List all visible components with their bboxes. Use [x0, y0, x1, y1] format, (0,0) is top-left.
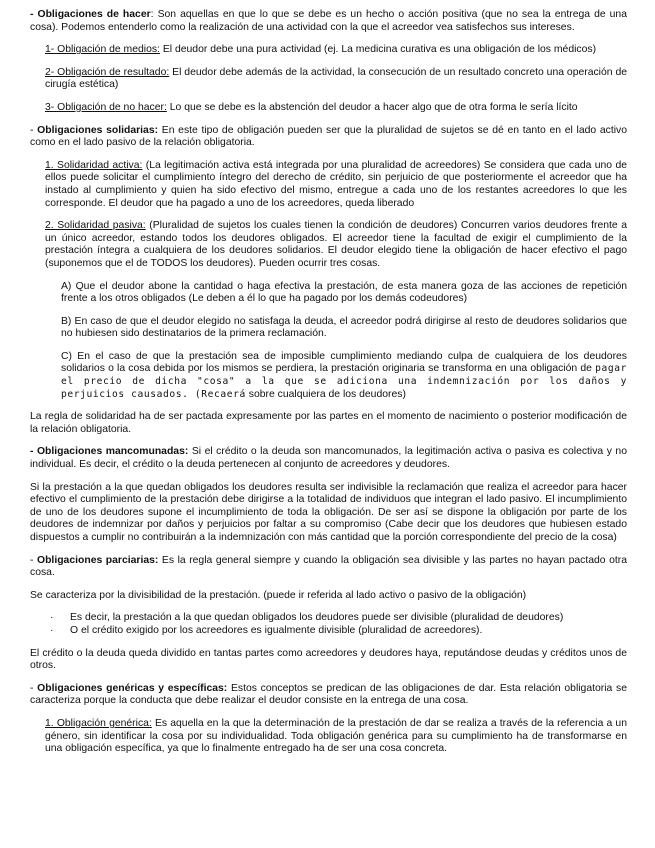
caso-c-part2: pagar el precio de dicha "cosa" a la que se adiciona una indemnización por los daños y perjuicios causados. (Recaerá [61, 363, 627, 400]
prestacion-indivisible: Si la prestación a la que quedan obligados los deudores resulta ser indivisible la reclamación que realiza el acreedor para hacer efectivo el cumplimiento de la prestación debe dirigirse a la totalidad de individuos que integran el lado pasivo. El incumplimiento de uno de los deudores supone el incumplimiento de toda la obligación. De ser así se dispone la obligación por parte de los deudores de indemnizar por daños y perjuicios por faltar a su compromiso (Cabe decir que los deudores que hubiesen estado dispuestos a cumplir no contribuirán a la indemnización con más cantidad que la porción correspondiente del precio de la cosa) [30, 481, 627, 543]
obligaciones-parciarias-text: Es la regla general siempre y cuando la obligación sea divisible y las partes no hayan pactado otra cosa. [30, 554, 627, 579]
credito-dividido: El crédito o la deuda queda dividido en tantas partes como acreedores y deudores haya, reputándose deudas y créditos unos de otros. [30, 647, 627, 672]
obligacion-generica-label: 1. Obligación genérica: [45, 717, 152, 729]
solidaridad-activa [45, 160, 627, 210]
solidaridad-pasiva-text: (Pluralidad de sujetos los cuales tienen la condición de deudores) Concurren varios deudores frente a un único acreedor, estando todos los deudores obligados. El acreedor tiene la facultad de exigir el cumplimiento de la prestación íntegra a cualquiera de los deudores solidarios. El deudor elegido tiene la obligación de hacer efectivo el pago (suponemos que el de TODOS los deudores). Pueden ocurrir tres cosas. [45, 220, 627, 269]
caso-c [61, 351, 627, 401]
obligaciones-solidarias-intro [30, 125, 627, 150]
solidaridad-pasiva-label: 2. Solidaridad pasiva: [45, 220, 146, 232]
obligacion-resultado-text: El deudor debe además de la actividad, la consecución de un resultado concreto una operación de cirugía estética) [45, 66, 628, 91]
obligacion-medios-text: El deudor debe una pura actividad (ej. La medicina curativa es una obligación de los médicos) [159, 44, 597, 56]
caso-c-part1: C) En el caso de que la prestación sea de imposible cumplimiento mediando culpa de cualquiera de los deudores solidarios o la cosa debida por los mismos se perdiera, la prestación originaria se transforma en una obligación de [61, 350, 627, 375]
divisibilidad-caracteriza: Se caracteriza por la divisibilidad de la prestación. (puede ir referida al lado activo o pasivo de la obligación) [30, 589, 527, 601]
obligaciones-genericas-text: Estos conceptos se predican de las obligaciones de dar. Esta relación obligatoria se caracteriza porque la conducta que debe realizar el deudor consiste en la entrega de una cosa. [30, 682, 627, 707]
solidaridad-activa-label: 1. Solidaridad activa: [45, 159, 143, 171]
regla-solidaridad: La regla de solidaridad ha de ser pactada expresamente por las partes en el momento de nacimiento o posterior modificación de la relación obligatoria. [30, 411, 627, 435]
divisibilidad-list [30, 612, 627, 637]
list-item: · Es decir, la prestación a la que quedan obligados los deudores puede ser divisible (pluralidad de deudores) [50, 612, 627, 625]
prefix-dash: - [30, 682, 38, 694]
obligacion-resultado [45, 67, 627, 92]
obligaciones-mancomunadas-heading: - Obligaciones mancomunadas: [30, 446, 189, 458]
obligaciones-hacer-heading: - Obligaciones de hacer [30, 9, 151, 20]
solidaridad-pasiva [45, 220, 627, 270]
list-item: · O el crédito exigido por los acreedores es igualmente divisible (pluralidad de acreedores). [50, 625, 627, 638]
obligacion-medios-label: 1- Obligación de medios: [45, 44, 160, 56]
obligaciones-parciarias-intro [30, 555, 627, 580]
obligaciones-solidarias-heading: Obligaciones solidarias: [37, 124, 159, 136]
obligacion-resultado-label: 2- Obligación de resultado: [45, 66, 170, 78]
obligaciones-mancomunadas-intro [30, 446, 627, 471]
obligaciones-solidarias-text: En este tipo de obligación pueden ser que la pluralidad de sujetos se dé en tanto en el lado activo como en el lado pasivo de la relación obligatoria. [30, 124, 627, 149]
caso-a: A) Que el deudor abone la cantidad o haga efectiva la prestación, de esta manera goza de las acciones de repetición frente a los otros obligados (Le deben a él lo que ha pagado por los demás codeudores) [61, 280, 627, 305]
obligacion-generica-text: Es aquella en la que la determinación de la prestación de dar se realiza a través de la referencia a un género, sin identificar la cosa por su individualidad. Toda obligación genérica para su cumplimiento ha de transformarse en una obligación específica, ya que lo finalmente entregado ha de ser una cosa concreta. [45, 717, 627, 755]
obligacion-no-hacer-label: 3- Obligación de no hacer: [45, 101, 167, 113]
obligacion-no-hacer-text: Lo que se debe es la abstención del deudor a hacer algo que de otra forma le sería lícito [166, 101, 578, 113]
obligacion-medios [45, 44, 627, 57]
obligacion-generica [45, 718, 627, 756]
caso-b: B) En caso de que el deudor elegido no satisfaga la deuda, el acreedor podrá dirigirse al resto de deudores solidarios que no hubiesen sido destinatarios de la primera reclamación. [61, 315, 627, 340]
obligaciones-genericas-heading: Obligaciones genéricas y específicas: [37, 682, 228, 694]
solidaridad-activa-text: (La legitimación activa está integrada por una pluralidad de acreedores) Se considera que cada uno de ellos puede solicitar el cumplimiento íntegro del derecho de crédito, sin perjuicio de que posteriormente el acreedor que ha instado al cumplimiento y quien ha sido efectivo del mismo, entregue a cada uno de los restantes acreedores lo que les corresponde. El deudor que ha pagado a uno de los acreedores, queda liberado [45, 159, 628, 209]
obligaciones-parciarias-heading: Obligaciones parciarias: [37, 554, 159, 566]
obligaciones-hacer-text: : Son aquellas en que lo que se debe es un hecho o acción positiva (que no sea la entrega de una cosa). Podemos entenderlo como la realización de una actividad con la que el acreedor vea satisfechos sus intereses. [30, 9, 627, 33]
prefix-dash: - [30, 124, 38, 136]
prefix-dash: - [30, 554, 37, 566]
obligaciones-hacer-intro [30, 9, 627, 34]
obligaciones-genericas-intro [30, 683, 627, 708]
obligacion-no-hacer [45, 102, 627, 115]
obligaciones-mancomunadas-text: Si el crédito o la deuda son mancomunados, la legitimación activa o pasiva es colectiva y no individual. Es decir, el crédito o la deuda pertenecen al conjunto de acreedores y deudores. [30, 446, 627, 471]
caso-c-part3: sobre cualquiera de los deudores) [245, 388, 406, 400]
